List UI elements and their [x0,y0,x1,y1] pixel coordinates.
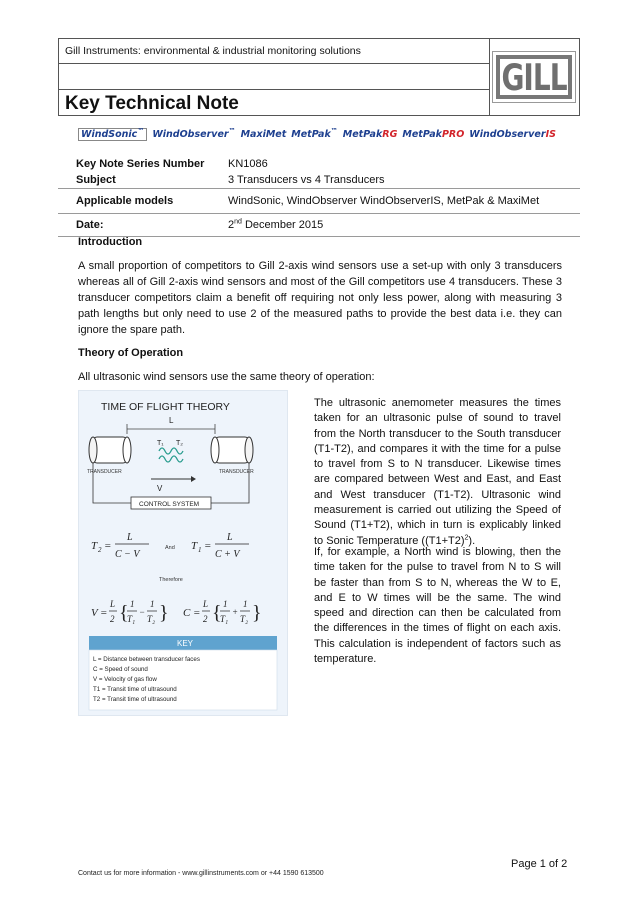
and-label: And [165,545,175,551]
svg-text:2: 2 [98,546,102,554]
theory-lead: All ultrasonic wind sensors use the same theory of operation: [78,371,375,383]
svg-text:T₂: T₂ [147,614,156,624]
subject-label: Subject [76,174,116,186]
theory-paragraph-2: If, for example, a North wind is blowing, then the time taken for the pulse to travel from N to S will be faster than from S to N, whereas the W to E, and E to W times will be the same. The wind speed and direction can then be calculated from the differences in the times of flight on each axis. This calculation is independent of factors such as temperature. [314,546,561,666]
svg-text:L: L [203,599,209,609]
svg-text:T₁: T₁ [220,614,229,624]
theory-paragraph-1: The ultrasonic anemometer measures the times taken for an ultrasonic pulse of sound to travel from the North transducer to the South transducer (T1-T2), and compares it with the time for a pulse to travel from S to N transducer. Likewise times are compared between West and East, and East and West transducer (T1-T2). Ultrasonic wind measurement is carried out utilizing the Speed of Sound (T1+T2), which in turn is explicably linked to Sonic Temperature $((T1+T2)^2)$. [314,397,561,547]
document-title: Key Technical Note [65,93,239,114]
introduction-section [78,234,562,338]
svg-text:T: T [91,540,98,552]
theory-heading: Theory of Operation [78,347,184,359]
introduction-heading: Introduction [78,236,143,248]
svg-text:1: 1 [243,599,248,609]
svg-text:=: = [193,607,201,619]
header-tagline: Gill Instruments: environmental & industrial monitoring solutions [59,39,489,64]
series-value: KN1086 [228,158,268,170]
svg-text:1: 1 [198,546,202,554]
date-label: Date: [76,219,104,231]
key-title: KEY [177,639,194,648]
svg-text:{: { [119,602,129,624]
svg-text:C + V: C + V [215,549,240,560]
introduction-text: A small proportion of competitors to Gill 2-axis wind sensors use a set-up with only 3 transducers whereas all of Gill 2-axis wind sensors and most of the Gill competitors use 4 transducers. These 3 transducer competitors claim a benefit off requiring not only less power, along with measuring 3 path lengths but only need to use 2 of the measured paths to provide the best data i.e. they can ignore the spare path. [78,260,562,336]
product-logo-maximet: MaxiMet [240,128,287,140]
svg-text:V: V [91,607,98,619]
key-item: T2 = Transit time of ultrasound [93,696,177,703]
svg-text:−: − [139,607,146,617]
models-value: WindSonic, WindObserver WindObserverIS, MetPak & MaxiMet [228,195,540,207]
key-item: C = Speed of sound [93,666,148,673]
svg-text:T₂: T₂ [240,614,249,624]
header-spacer [59,64,489,90]
svg-text:+: + [232,607,239,617]
svg-text:C − V: C − V [115,549,140,560]
transducer-left-label: TRANSDUCER [87,469,122,475]
svg-text:1: 1 [223,599,228,609]
svg-text:=: = [104,540,112,552]
svg-text:1: 1 [150,599,155,609]
product-logo-windobserver-is: WindObserverIS [469,128,556,140]
svg-text:}: } [252,602,262,624]
product-logo-windobserver: WindObserver™ [152,126,236,140]
svg-text:2: 2 [110,614,115,624]
header-box [58,38,580,116]
svg-text:L: L [127,532,133,543]
svg-text:L: L [110,599,116,609]
models-label: Applicable models [76,195,174,207]
transducer-right-icon [211,437,253,463]
key-item: L = Distance between transducer faces [93,656,200,663]
svg-text:{: { [212,602,222,624]
svg-text:T₁: T₁ [127,614,136,624]
transducer-right-label: TRANSDUCER [219,469,254,475]
info-row-subject [58,172,580,189]
info-row-series [58,156,580,172]
svg-text:=: = [204,540,212,552]
l-label: L [169,416,174,425]
pulse-wave-icon [159,448,183,454]
transducer-left-icon [89,437,131,463]
time-of-flight-diagram [79,391,287,715]
product-logo-strip [78,125,556,143]
page-number: Page 1 of 2 [511,858,568,870]
product-logo-metpak-rg: MetPakRG [342,128,398,140]
t2-label: T₂ [176,440,183,447]
svg-text:}: } [159,602,169,624]
logo-frame [492,51,576,103]
key-item: T1 = Transit time of ultrasound [93,686,177,693]
logo-text: GILL [501,55,567,99]
header-left [59,39,490,115]
date-value: 2nd December 2015 [228,218,324,231]
theory-section [78,345,562,385]
time-of-flight-figure [78,390,288,716]
therefore-label: Therefore [159,577,183,583]
product-logo-metpak: MetPak™ [291,126,338,140]
v-label: V [157,484,163,493]
svg-text:L: L [227,532,233,543]
info-table [58,150,580,237]
product-logo-metpak-pro: MetPakPRO [402,128,465,140]
svg-text:T: T [191,540,198,552]
control-system-label: CONTROL SYSTEM [139,501,200,508]
contact-line: Contact us for more information - www.gillinstruments.com or +44 1590 613500 [78,870,324,877]
t1-label: T₁ [157,440,164,447]
svg-text:=: = [100,607,108,619]
svg-text:1: 1 [130,599,135,609]
gill-logo [489,39,579,115]
series-label: Key Note Series Number [76,158,205,170]
subject-value: 3 Transducers vs 4 Transducers [228,174,385,186]
info-row-models [58,189,580,214]
product-logo-windsonic: WindSonic™ [78,128,147,141]
figure-title: TIME OF FLIGHT THEORY [101,401,230,413]
svg-text:C: C [183,607,191,619]
svg-text:2: 2 [203,614,208,624]
key-item: V = Velocity of gas flow [93,676,157,683]
